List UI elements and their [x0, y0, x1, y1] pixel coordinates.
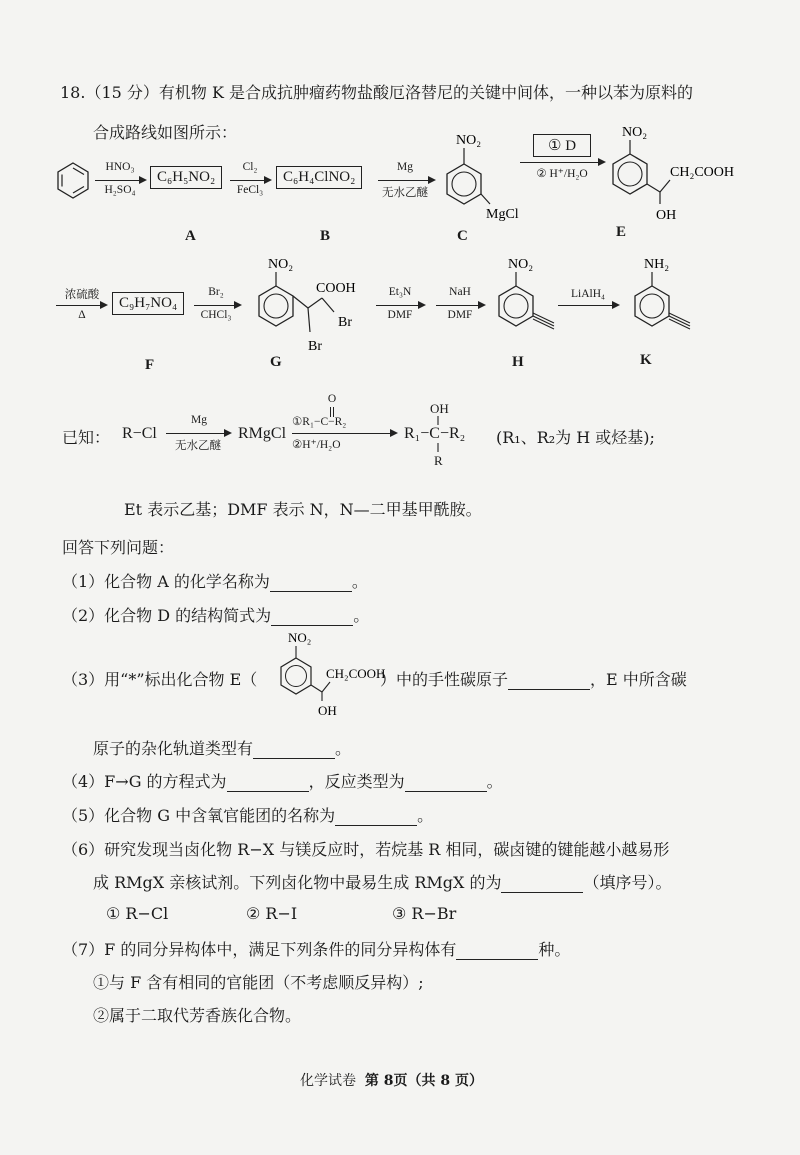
q4-text-a: （4）F→G 的方程式为 — [62, 772, 227, 791]
q4-blank-1[interactable] — [227, 775, 309, 792]
cond-dmf-2: DMF — [447, 309, 473, 321]
cond-br2: Br₂ — [208, 286, 224, 298]
cond-hno3: HNO₃ — [105, 161, 135, 173]
q3-line1-end — [380, 667, 687, 690]
q2-blank[interactable] — [271, 609, 353, 626]
known-product: R₁−C−R₂ — [404, 425, 466, 442]
q3-line2 — [93, 736, 351, 759]
svg-text:Br: Br — [308, 339, 322, 354]
arrow-3 — [378, 180, 434, 181]
arrow-1 — [95, 180, 145, 181]
cond-h2so4: H₂SO₄ — [104, 184, 136, 196]
benzene-ring — [55, 160, 91, 200]
svg-text:Br: Br — [338, 315, 352, 330]
known-prefix: 已知： — [62, 428, 111, 447]
svg-text:OH: OH — [656, 208, 677, 223]
label-e: E — [616, 224, 627, 240]
compound-a-box: C₆H₅NO₂ — [150, 166, 222, 189]
q5-end: 。 — [417, 806, 434, 825]
known-ether: 无水乙醚 — [175, 440, 221, 452]
q4 — [62, 769, 503, 792]
q4-blank-2[interactable] — [405, 775, 487, 792]
q3-text-c: ，E 中所含碳 — [590, 670, 687, 689]
svg-text:CH₂COOH: CH₂COOH — [670, 165, 734, 180]
known-mg: Mg — [191, 414, 207, 426]
svg-text:NO₂: NO₂ — [268, 257, 294, 272]
question-intro: 有机物 K 是合成抗肿瘤药物盐酸厄洛替尼的关键中间体，一种以苯为原料的 — [158, 83, 694, 102]
arrow-8 — [436, 305, 484, 306]
known-step2: ②H⁺/H₂O — [292, 439, 341, 451]
q3-text-d: 原子的杂化轨道类型有 — [93, 739, 254, 758]
footer-page: 第 8页（共 8 页） — [364, 1073, 484, 1089]
compound-h-structure — [490, 250, 570, 345]
cond-cl2: Cl₂ — [242, 161, 258, 173]
compound-e-structure — [604, 120, 784, 225]
q3-line1-start: （3）用“*”标出化合物 E（ — [62, 670, 258, 689]
q5-blank[interactable] — [335, 809, 417, 826]
q6-line2 — [93, 870, 672, 893]
label-b: B — [320, 228, 331, 244]
q7-condition-2: ②属于二取代芳香族化合物。 — [93, 1006, 302, 1025]
known-arrow-2 — [292, 433, 396, 434]
known-note-2: Et 表示乙基；DMF 表示 N，N—二甲基甲酰胺。 — [124, 500, 482, 519]
q7-condition-1: ①与 F 含有相同的官能团（不考虑顺反异构）; — [93, 973, 424, 992]
q1-blank[interactable] — [270, 575, 352, 592]
arrow-9 — [558, 305, 618, 306]
q1-end: 。 — [351, 572, 368, 591]
q6-option-1: ① R−Cl — [106, 904, 169, 923]
q4-end: 。 — [486, 772, 503, 791]
q7-blank[interactable] — [456, 943, 538, 960]
label-g: G — [270, 354, 282, 370]
q6-text-c: （填序号）。 — [583, 873, 672, 892]
svg-text:OH: OH — [318, 703, 337, 718]
q7-text: （7）F 的同分异构体中，满足下列条件的同分异构体有 — [62, 940, 457, 959]
label-c: C — [457, 228, 468, 244]
question-header — [60, 80, 693, 103]
q7-end: 种。 — [538, 940, 571, 959]
known-rmgcl: RMgCl — [238, 425, 287, 442]
known-product-oh: OH — [430, 401, 449, 416]
q7 — [62, 937, 570, 960]
q5 — [62, 803, 433, 826]
arrow-5 — [56, 305, 106, 306]
q2 — [62, 603, 369, 626]
known-carbonyl-o: O — [327, 393, 337, 405]
compound-d-box: ① D — [533, 134, 591, 157]
known-note: (R₁、R₂为 H 或烃基); — [496, 428, 655, 447]
footer-subject: 化学试卷 — [300, 1073, 356, 1089]
label-f: F — [145, 357, 155, 373]
questions-intro: 回答下列问题： — [62, 538, 175, 557]
arrow-7 — [376, 305, 424, 306]
q6-line1: （6）研究发现当卤化物 R−X 与镁反应时，若烷基 R 相同，碳卤键的键能越小越易形 — [62, 840, 670, 859]
compound-k-structure — [626, 250, 706, 345]
known-step1: ①R₁−C−R₂ — [292, 416, 347, 428]
cond-dmf-1: DMF — [387, 309, 413, 321]
q3-end: 。 — [335, 739, 352, 758]
cond-hydrolysis: ② H⁺/H₂O — [536, 168, 588, 180]
cond-ether: 无水乙醚 — [382, 187, 428, 199]
q2-end: 。 — [353, 606, 370, 625]
q6-option-2: ② R−I — [246, 904, 298, 923]
q6-option-3: ③ R−Br — [392, 904, 457, 923]
q1 — [62, 569, 368, 592]
q4-text-b: ，反应类型为 — [308, 772, 405, 791]
cond-nah: NaH — [449, 286, 471, 298]
cond-mg: Mg — [397, 161, 413, 173]
compound-b-box: C₆H₄ClNO₂ — [276, 166, 362, 189]
svg-text:NO₂: NO₂ — [456, 133, 482, 148]
question-number: 18. — [60, 83, 86, 102]
cond-chcl3: CHCl₃ — [200, 309, 232, 321]
cond-lialh4: LiAlH₄ — [570, 288, 606, 300]
question-intro-2: 合成路线如图所示： — [93, 123, 238, 142]
q6-text-b: 成 RMgX 亲核试剂。下列卤化物中最易生成 RMgX 的为 — [93, 873, 502, 892]
svg-text:COOH: COOH — [316, 281, 356, 296]
q1-text: （1）化合物 A 的化学名称为 — [62, 572, 270, 591]
page-footer — [300, 1070, 483, 1090]
cond-h2so4-conc: 浓硫酸 — [64, 289, 100, 301]
arrow-2 — [230, 180, 270, 181]
label-h: H — [512, 354, 524, 370]
question-points: （15 分） — [85, 83, 159, 102]
svg-text:NO₂: NO₂ — [288, 630, 312, 645]
cond-fecl3: FeCl₃ — [236, 184, 264, 196]
svg-text:NO₂: NO₂ — [508, 257, 534, 272]
known-arrow-1 — [166, 433, 230, 434]
q3-blank-1[interactable] — [508, 673, 590, 690]
label-a: A — [185, 228, 196, 244]
q5-text: （5）化合物 G 中含氧官能团的名称为 — [62, 806, 336, 825]
q6-blank[interactable] — [501, 876, 583, 893]
cond-et3n: Et₃N — [388, 286, 412, 298]
arrow-6 — [194, 305, 240, 306]
svg-text:NO₂: NO₂ — [622, 125, 648, 140]
svg-text:NH₂: NH₂ — [644, 257, 670, 272]
arrow-4 — [520, 162, 604, 163]
compound-f-box: C₉H₇NO₄ — [112, 292, 184, 315]
label-k: K — [640, 352, 652, 368]
svg-text:CH₂COOH: CH₂COOH — [326, 666, 386, 681]
q3-text-b: ）中的手性碳原子 — [380, 670, 509, 689]
known-product-r: R — [434, 453, 443, 468]
q3-blank-2[interactable] — [253, 742, 335, 759]
q2-text: （2）化合物 D 的结构简式为 — [62, 606, 272, 625]
compound-g-structure — [250, 250, 370, 358]
svg-text:MgCl: MgCl — [486, 207, 519, 222]
cond-heat: Δ — [78, 309, 86, 321]
known-rcl: R−Cl — [122, 425, 157, 442]
